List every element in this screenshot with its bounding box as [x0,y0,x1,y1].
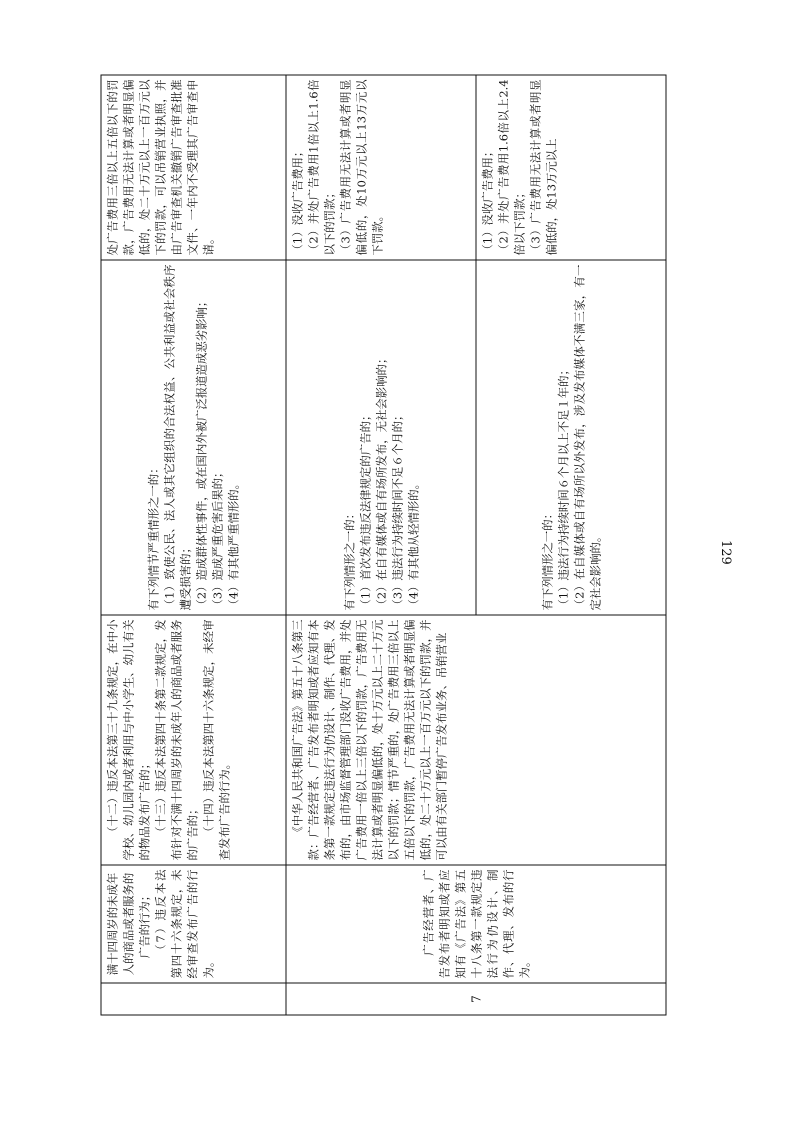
circumstance-cell [101,260,286,615]
behavior-text: 广告经营者、广告发布者明知或者应知有《广告法》第五十八条第一款规定违法行为仍设计、制作、代理、发布的行为。 [421,869,531,979]
table-row [101,75,286,1015]
legal-basis-text: （十三）违反本法第四十条第二款规定，发布针对不满十四周岁的未成年人的商品或者服务的广告的； [153,619,200,861]
standard-text: （3）广告费用无法计算或者明显偏低的，处13万元以上 [528,79,559,256]
behavior-cell [101,865,286,983]
circumstance-text: （1）致使公民、法人或其它组织的合法权益、公共利益或社会秩序遭受损害的； [162,264,193,611]
standard-text: （3）广告费用无法计算或者明显偏低的，处10万元以上13万元以下罚款。 [338,79,385,256]
legal-basis-cell [286,615,666,865]
page-number: 129 [718,540,733,565]
behavior-text: 满十四周岁的未成年人的商品或者服务的广告的行为； [105,872,152,976]
behavior-cell [286,865,666,983]
legal-basis-text: （十四）违反本法第四十六条规定，未经审查发布广告的行为。 [201,619,232,861]
standard-cell [101,75,286,260]
behavior-text: （7）违反本法第四十六条规定，未经审查发布广告的行为。 [153,869,216,979]
circumstance-text: （1）首次发布违反法律规定的广告的； [358,409,372,611]
standard-text: 处广告费用三倍以上五倍以下的罚款，广告费用无法计算或者明显偏低的，处二十万元以上一百万元以下的罚款，可以吊销营业执照，并由广告审查机关撤销广告审查批准文件、一年内不受理其广告审查申请。 [105,79,216,256]
circumstance-text: （2）造成群体性事件，或在国内外被广泛报道造成恶劣影响； [194,295,209,611]
standard-text: （2）并处广告费用1.6倍以上2.4倍以下罚款； [496,79,527,256]
circumstance-text: （4）有其他严重情形的。 [226,477,241,611]
circumstance-text: （4）有其他从轻情形的。 [406,477,420,611]
legal-basis-cell [101,615,286,865]
penalty-table [101,75,667,1016]
circumstance-cell [286,260,476,615]
rotated-table-container [101,76,666,1016]
standard-cell [286,75,476,260]
legal-basis-text: （十二）违反本法第三十九条规定，在中小学校、幼儿园内或者利用与中小学生、幼儿有关的物品发布广告的； [105,619,152,861]
standard-cell [476,75,666,260]
row-number-cell [101,983,286,1015]
circumstance-text: （2）在自媒体或自有场所以外发布，涉及发布媒体不满三家，有一定社会影响的。 [572,264,602,611]
circumstance-text: 有下列情节严重情形之一的： [146,462,161,611]
row-number-cell: 7 [286,983,666,1015]
legal-basis-text: 《中华人民共和国广告法》第五十八条第三款：广告经营者、广告发布者明知或者应知有本条第一款规定违法行为仍设计、制作、代理、发布的，由市场监督管理部门没收广告费用，并处广告费用一倍以上三倍以下的罚款，广告费用无法计算或者明显偏低的，处十万元以上二十万元以下的罚款；情节严重的，处广告费用三倍以上五倍以下的罚款，广告费用无法计算或者明显偏低的，处二十万元以上一百万元以下的罚款，并可以由有关部门暂停广告发布业务、吊销营业 [290,619,449,861]
circumstance-cell [476,260,666,615]
circumstance-text: （2）在自有媒体或自有场所发布，无社会影响的； [374,352,388,611]
standard-text: （1）没收广告费用； [480,145,495,256]
standard-text: （2）并处广告费用1倍以上1.6倍以下的罚款； [306,79,337,256]
circumstance-text: （3）违法行为持续时间不足６个月的； [390,409,404,611]
circumstance-text: （1）违法行为持续时间６个月以上不足１年的； [556,364,570,611]
circumstance-text: （3）造成严重危害后果的； [210,466,225,611]
standard-text: （1）没收广告费用； [290,145,305,256]
circumstance-text: 有下列情形之一的： [342,507,356,611]
circumstance-text: 有下列情形之一的： [540,507,554,611]
table-row [286,75,476,1015]
